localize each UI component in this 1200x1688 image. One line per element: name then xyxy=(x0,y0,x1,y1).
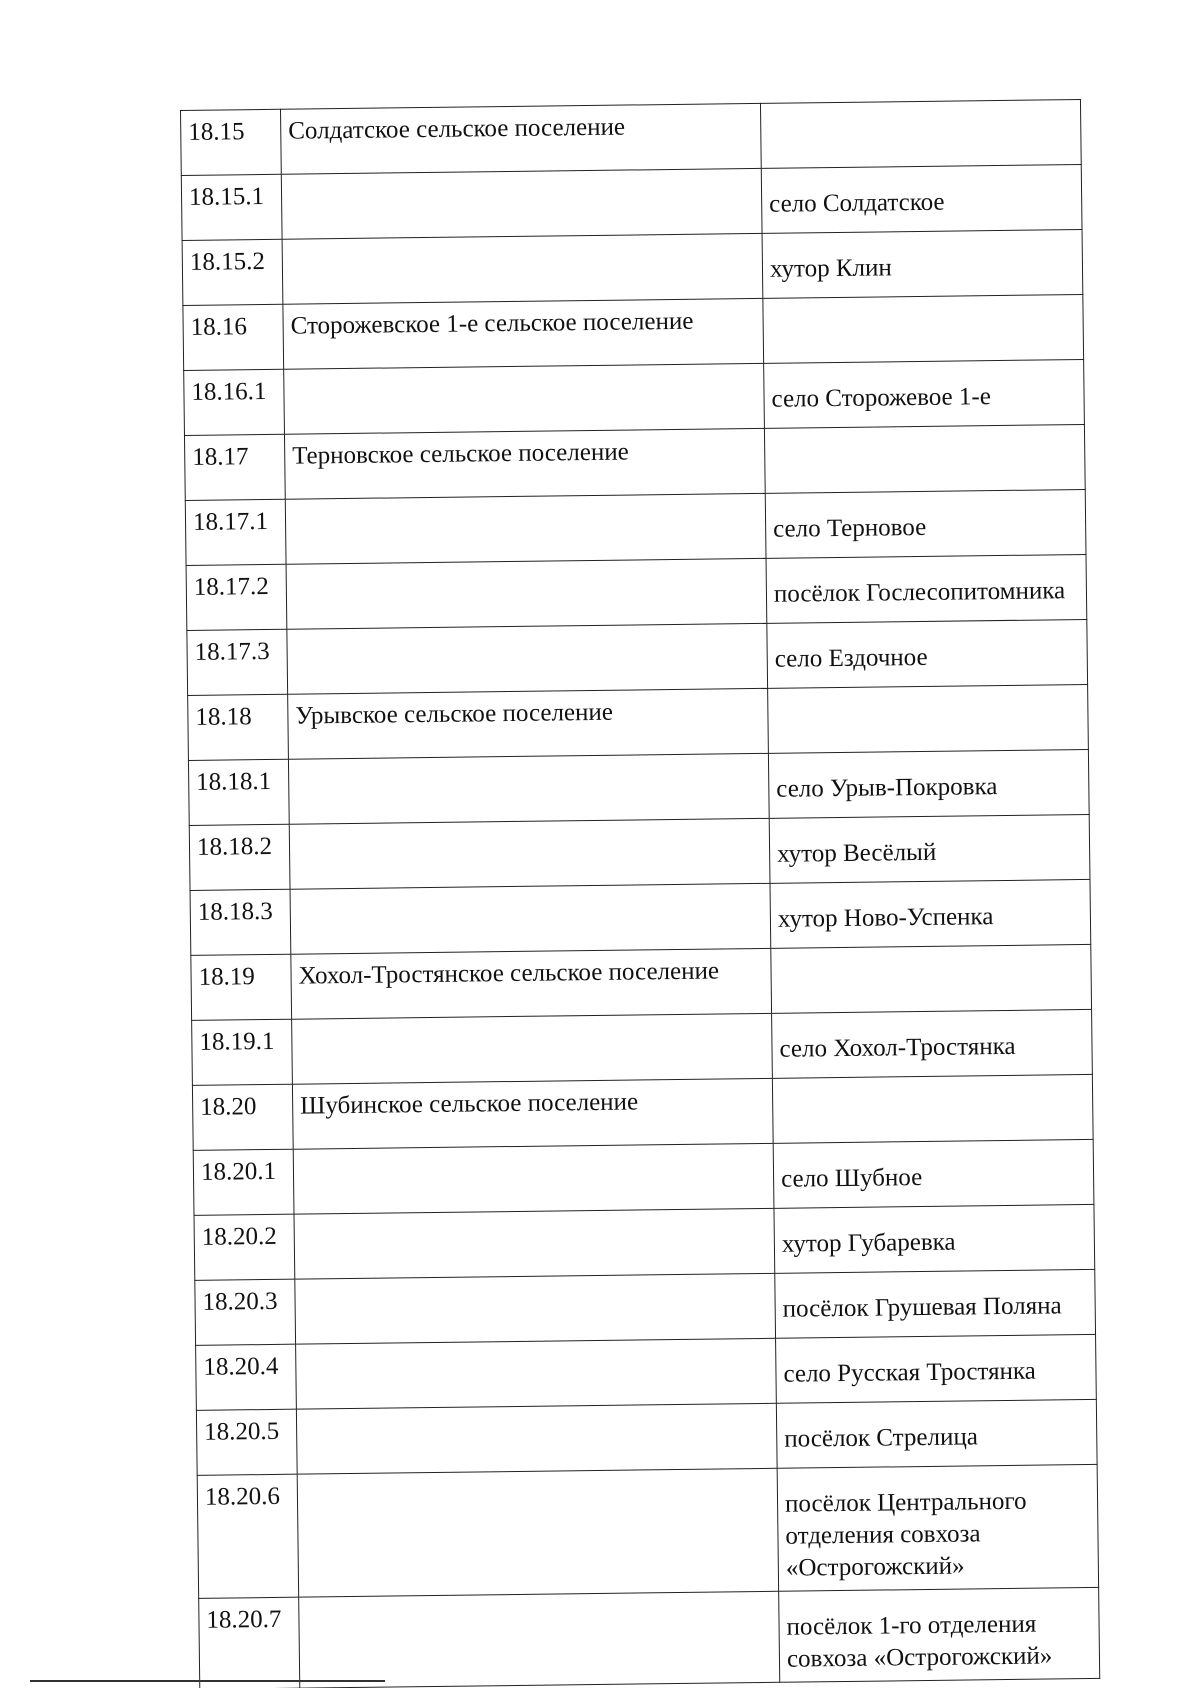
settlement-cell: село Ездочное xyxy=(767,619,1088,688)
table-row xyxy=(184,359,1085,435)
table-row xyxy=(191,944,1092,1020)
settlement-cell: посёлок Грушевая Поляна xyxy=(775,1269,1096,1338)
table-row xyxy=(187,619,1088,695)
municipality-cell: Шубинское сельское поселение xyxy=(292,1078,773,1149)
settlement-cell xyxy=(772,1074,1093,1143)
table-row xyxy=(181,99,1082,175)
table-row xyxy=(186,554,1087,630)
table-row xyxy=(197,1464,1098,1598)
table-row xyxy=(184,424,1085,500)
settlement-cell: село Русская Тростянка xyxy=(776,1334,1097,1403)
settlement-cell: посёлок 1-го отделения совхоза «Острогожский» xyxy=(779,1587,1100,1682)
table-row xyxy=(192,1074,1093,1150)
table-row xyxy=(192,1009,1093,1085)
settlement-cell: посёлок Стрелица xyxy=(776,1399,1097,1468)
municipality-cell xyxy=(285,493,766,564)
settlement-cell: посёлок Центрального отделения совхоза «Острогожский» xyxy=(777,1464,1098,1591)
row-number-cell: 18.16 xyxy=(183,304,284,370)
municipality-cell xyxy=(288,753,769,824)
settlement-cell: село Терновое xyxy=(765,489,1086,558)
row-number-cell: 18.17.2 xyxy=(186,564,287,630)
table-row xyxy=(182,229,1083,305)
municipality-cell xyxy=(294,1208,775,1279)
municipality-cell xyxy=(293,1143,774,1214)
settlement-cell: село Солдатское xyxy=(761,164,1082,233)
row-number-cell: 18.15 xyxy=(181,109,282,175)
row-number-cell: 18.15.2 xyxy=(182,239,283,305)
table-row xyxy=(196,1399,1097,1475)
municipality-cell xyxy=(296,1403,777,1474)
settlement-cell xyxy=(768,684,1089,753)
municipality-cell xyxy=(299,1591,780,1688)
settlement-cell: хутор Ново-Успенка xyxy=(770,879,1091,948)
municipality-cell xyxy=(284,363,765,434)
row-number-cell: 18.15.1 xyxy=(181,174,282,240)
settlement-cell xyxy=(763,294,1084,363)
settlement-cell xyxy=(760,99,1081,168)
row-number-cell: 18.18.1 xyxy=(188,759,289,825)
municipality-cell: Урывское сельское поселение xyxy=(288,688,769,759)
settlement-cell: хутор Клин xyxy=(762,229,1083,298)
municipality-cell: Сторожевское 1-е сельское поселение xyxy=(283,298,764,369)
row-number-cell: 18.17.1 xyxy=(185,499,286,565)
settlement-cell xyxy=(771,944,1092,1013)
settlements-table xyxy=(180,99,1100,1688)
table-row xyxy=(185,489,1086,565)
settlement-cell: посёлок Гослесопитомника xyxy=(766,554,1087,623)
table-body xyxy=(181,99,1100,1688)
footer-rule xyxy=(30,1680,385,1682)
settlement-cell: село Сторожевое 1-е xyxy=(764,359,1085,428)
row-number-cell: 18.16.1 xyxy=(184,369,285,435)
row-number-cell: 18.18.2 xyxy=(189,824,290,890)
settlement-cell: хутор Весёлый xyxy=(769,814,1090,883)
row-number-cell: 18.20.2 xyxy=(194,1214,295,1280)
municipality-cell xyxy=(282,233,763,304)
row-number-cell: 18.17.3 xyxy=(187,629,288,695)
table-row xyxy=(190,879,1091,955)
municipality-cell: Хохол-Тростянское сельское поселение xyxy=(291,948,772,1019)
settlement-cell: село Урыв-Покровка xyxy=(768,749,1089,818)
row-number-cell: 18.20.3 xyxy=(195,1279,296,1345)
municipality-cell xyxy=(297,1468,778,1597)
row-number-cell: 18.19.1 xyxy=(192,1019,293,1085)
settlement-cell: хутор Губаревка xyxy=(774,1204,1095,1273)
settlement-cell: село Шубное xyxy=(773,1139,1094,1208)
municipality-cell: Терновское сельское поселение xyxy=(284,428,765,499)
table-row xyxy=(199,1587,1100,1688)
municipality-cell xyxy=(286,558,767,629)
municipality-cell xyxy=(281,168,762,239)
row-number-cell: 18.17 xyxy=(184,434,285,500)
municipality-cell xyxy=(292,1013,773,1084)
table-row xyxy=(188,749,1089,825)
row-number-cell: 18.18 xyxy=(188,694,289,760)
municipality-cell: Солдатское сельское поселение xyxy=(280,103,761,174)
row-number-cell: 18.19 xyxy=(191,954,292,1020)
row-number-cell: 18.20.6 xyxy=(197,1474,298,1598)
table-row xyxy=(183,294,1084,370)
table-row xyxy=(188,684,1089,760)
row-number-cell: 18.20 xyxy=(192,1084,293,1150)
table-row xyxy=(194,1204,1095,1280)
table-row xyxy=(181,164,1082,240)
municipality-cell xyxy=(287,623,768,694)
municipality-cell xyxy=(296,1338,777,1409)
municipality-cell xyxy=(289,818,770,889)
row-number-cell: 18.18.3 xyxy=(190,889,291,955)
settlement-cell xyxy=(764,424,1085,493)
table-row xyxy=(195,1269,1096,1345)
municipality-cell xyxy=(295,1273,776,1344)
row-number-cell: 18.20.1 xyxy=(193,1149,294,1215)
table-row xyxy=(193,1139,1094,1215)
municipality-cell xyxy=(290,883,771,954)
row-number-cell: 18.20.7 xyxy=(199,1597,300,1688)
table-row xyxy=(189,814,1090,890)
settlement-cell: село Хохол-Тростянка xyxy=(772,1009,1093,1078)
row-number-cell: 18.20.4 xyxy=(196,1344,297,1410)
row-number-cell: 18.20.5 xyxy=(196,1409,297,1475)
table-row xyxy=(196,1334,1097,1410)
